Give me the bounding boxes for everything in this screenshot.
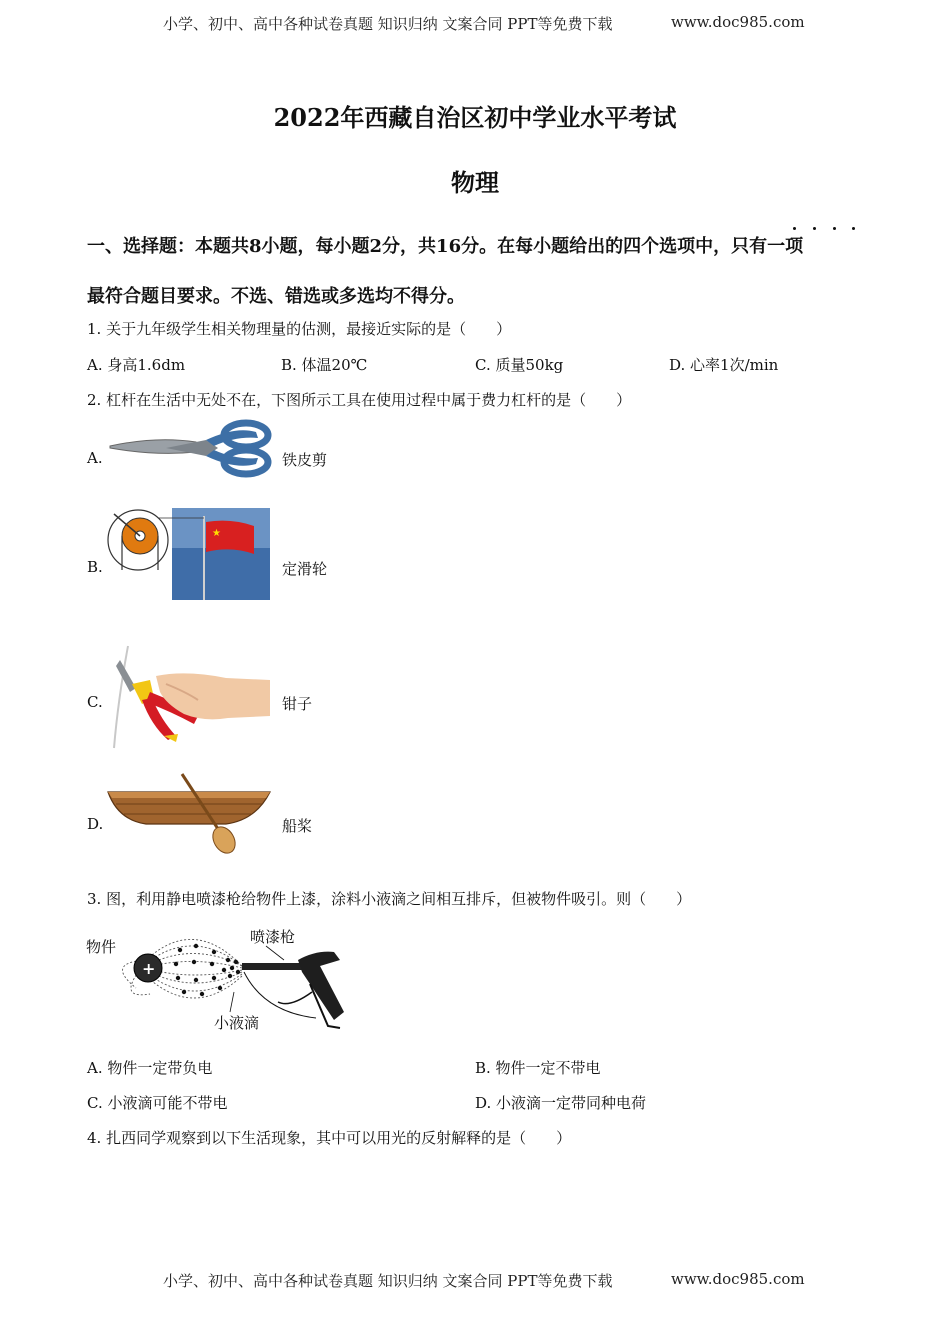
spray-gun-diagram bbox=[84, 922, 346, 1034]
q3-stem: 3. 图，利用静电喷漆枪给物件上漆，涂料小液滴之间相互排斥，但被物件吸引。则（ ） bbox=[87, 890, 692, 908]
header-text: 小学、初中、高中各种试卷真题 知识归纳 文案合同 PPT等免费下载 bbox=[163, 15, 613, 33]
q3-option-d[interactable]: D. 小液滴一定带同种电荷 bbox=[475, 1094, 647, 1112]
section-heading-line2: 最符合题目要求。不选、错选或多选均不得分。 bbox=[87, 286, 465, 307]
q2-option-a-letter[interactable]: A. bbox=[87, 449, 103, 467]
exam-subject: 物理 bbox=[451, 168, 499, 197]
emphasis-dot bbox=[813, 227, 816, 230]
q3-option-a[interactable]: A. 物件一定带负电 bbox=[87, 1059, 213, 1077]
q2-option-a-label: 铁皮剪 bbox=[282, 451, 328, 469]
header-url[interactable]: www.doc985.com bbox=[671, 13, 805, 31]
q1-option-c[interactable]: C. 质量50kg bbox=[475, 356, 564, 374]
section-heading-line1: 一、选择题：本题共8小题，每小题2分，共16分。在每小题给出的四个选项中，只有一项 bbox=[87, 236, 804, 257]
q1-option-d[interactable]: D. 心率1次/min bbox=[669, 356, 779, 374]
boat-oar-image bbox=[106, 772, 272, 856]
q2-option-d-letter[interactable]: D. bbox=[87, 815, 104, 833]
pulley-flag-image bbox=[106, 506, 272, 600]
charge-sign: + bbox=[142, 959, 156, 978]
footer-text: 小学、初中、高中各种试卷真题 知识归纳 文案合同 PPT等免费下载 bbox=[163, 1272, 613, 1290]
svg-text:★: ★ bbox=[212, 528, 221, 539]
tin-snips-image bbox=[106, 418, 272, 480]
droplet-label: 小液滴 bbox=[214, 1014, 260, 1032]
q2-option-b-label: 定滑轮 bbox=[282, 560, 328, 578]
q4-stem: 4. 扎西同学观察到以下生活现象，其中可以用光的反射解释的是（ ） bbox=[87, 1129, 572, 1147]
q2-option-c-label: 钳子 bbox=[282, 695, 313, 713]
exam-title: 2022年西藏自治区初中学业水平考试 bbox=[273, 103, 677, 132]
gun-label: 喷漆枪 bbox=[250, 928, 296, 946]
q1-option-b[interactable]: B. 体温20℃ bbox=[281, 356, 368, 374]
q1-option-a[interactable]: A. 身高1.6dm bbox=[87, 356, 186, 374]
q3-option-b[interactable]: B. 物件一定不带电 bbox=[475, 1059, 601, 1077]
object-label: 物件 bbox=[86, 938, 117, 956]
footer-url[interactable]: www.doc985.com bbox=[671, 1270, 805, 1288]
pliers-image bbox=[106, 640, 272, 750]
q2-option-d-label: 船桨 bbox=[282, 817, 313, 835]
emphasis-dot bbox=[852, 227, 855, 230]
q1-stem: 1. 关于九年级学生相关物理量的估测，最接近实际的是（ ） bbox=[87, 320, 512, 338]
q2-option-c-letter[interactable]: C. bbox=[87, 693, 103, 711]
q2-stem: 2. 杠杆在生活中无处不在，下图所示工具在使用过程中属于费力杠杆的是（ ） bbox=[87, 391, 632, 409]
emphasis-dot bbox=[793, 227, 796, 230]
emphasis-dot bbox=[833, 227, 836, 230]
q3-option-c[interactable]: C. 小液滴可能不带电 bbox=[87, 1094, 228, 1112]
q2-option-b-letter[interactable]: B. bbox=[87, 558, 103, 576]
